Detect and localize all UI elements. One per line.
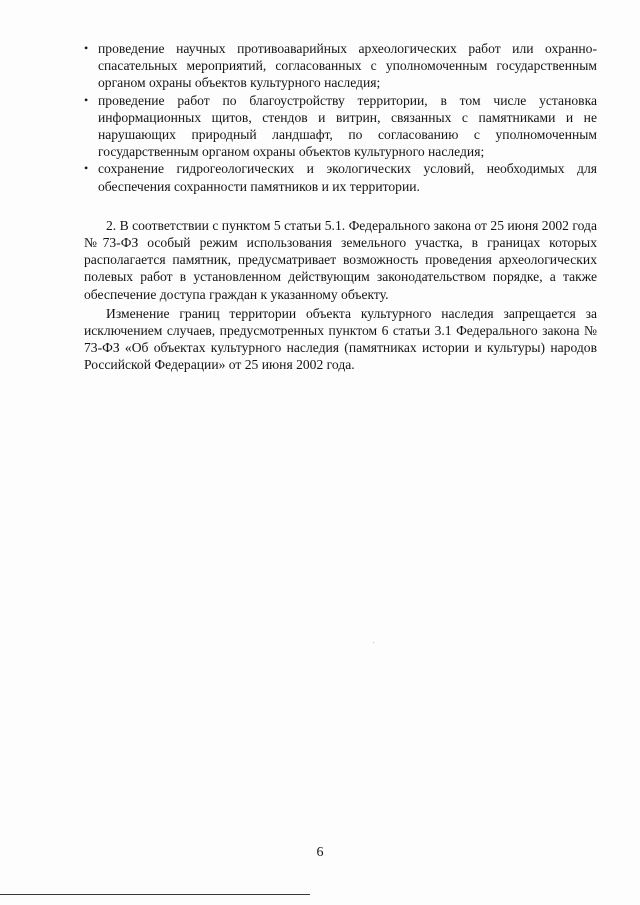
bullet-item-2 [84, 92, 597, 161]
bullet-item-1 [84, 40, 597, 92]
bullet-text-1: проведение научных противоаварийных археологических работ или охранно-спасательных мероприятий, согласованных с уполномоченным государственным органом охраны объектов культурного наследия; [98, 41, 597, 91]
scan-edge-line [0, 894, 310, 895]
bullet-icon: • [84, 92, 89, 107]
scan-speck [373, 642, 374, 643]
bullet-icon: • [84, 161, 89, 176]
paragraph-2-legal-basis: 2. В соответствии с пунктом 5 статьи 5.1. Федерального закона от 25 июня 2002 года №73-ФЗ особый режим использования земельного участка, в границах которых располагается памятник, предусматривает возможность проведения археологических полевых работ в установленном действующим законодательством порядке, а также обеспечение доступа граждан к указанному объекту. [84, 217, 597, 302]
bullet-list [84, 40, 597, 195]
bullet-text-2: проведение работ по благоустройству территории, в том числе установка информационных щитов, стендов и витрин, связанных с памятниками и не нарушающих природный ландшафт, по согласованию с уполномоченным государственным органом охраны объектов культурного наследия; [98, 92, 597, 160]
page-number: 6 [316, 845, 324, 860]
bullet-icon: • [84, 41, 89, 55]
bullet-item-3 [84, 160, 597, 194]
document-body [84, 40, 597, 374]
paragraph-boundary-change: Изменение границ территории объекта культурного наследия запрещается за исключением случаев, предусмотренных пунктом 6 статьи 3.1 Федерального закона № 73-ФЗ «Об объектах культурного наследия (памятниках истории и культуры) народов Российской Федерации» от 25 июня 2002 года. [84, 305, 597, 373]
bullet-text-3: сохранение гидрогеологических и экологических условий, необходимых для обеспечения сохранности памятников и их территории. [98, 161, 597, 194]
